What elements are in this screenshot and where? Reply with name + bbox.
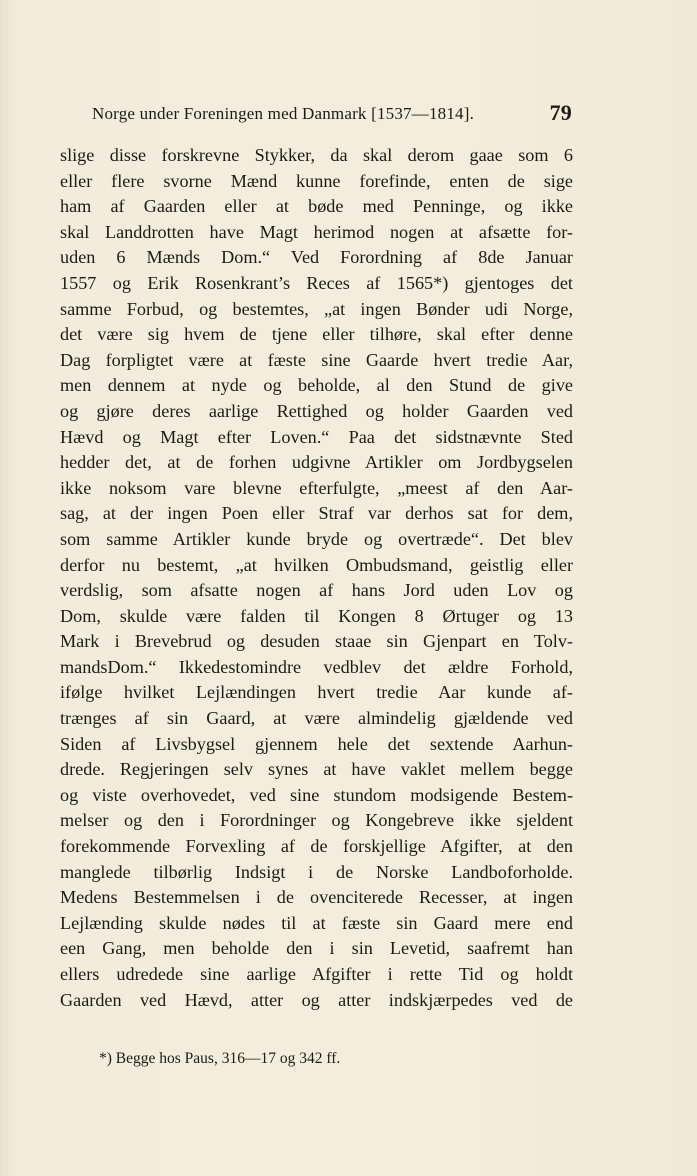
text-line: og viste overhovedet, ved sine stundom modsigende Bestem- bbox=[60, 784, 573, 805]
footnote: *) Begge hos Paus, 316—17 og 342 ff. bbox=[99, 1050, 341, 1067]
text-line: skal Landdrotten have Magt herimod nogen at afsætte for- bbox=[60, 221, 573, 242]
text-line: een Gang, men beholde den i sin Levetid, saafremt han bbox=[60, 938, 573, 959]
text-line: ikke noksom vare blevne efterfulgte, „meest af den Aar- bbox=[60, 477, 573, 498]
running-head bbox=[92, 100, 572, 128]
text-line: ham af Gaarden eller at bøde med Penninge, og ikke bbox=[60, 196, 573, 217]
text-line: sag, at der ingen Poen eller Straf var derhos sat for dem, bbox=[60, 503, 573, 524]
text-line: eller flere svorne Mænd kunne forefinde, enten de sige bbox=[60, 170, 573, 191]
text-line: forekommende Forvexling af de forskjellige Afgifter, at den bbox=[60, 836, 573, 857]
text-line: som samme Artikler kunde bryde og overtræde“. Det blev bbox=[60, 528, 573, 549]
text-line: Hævd og Magt efter Loven.“ Paa det sidstnævnte Sted bbox=[60, 426, 573, 447]
text-line: hedder det, at de forhen udgivne Artikler om Jordbygselen bbox=[60, 452, 573, 473]
text-line: slige disse forskrevne Stykker, da skal derom gaae som 6 bbox=[60, 145, 573, 165]
text-line: trænges af sin Gaard, at være almindelig gjældende ved bbox=[60, 708, 573, 729]
text-line: Medens Bestemmelsen i de ovenciterede Recesser, at ingen bbox=[60, 887, 573, 908]
running-head-title: Norge under Foreningen med Danmark [1537—1814]. bbox=[92, 104, 475, 123]
text-line: det være sig hvem de tjene eller tilhøre, skal efter denne bbox=[60, 324, 573, 345]
text-line: samme Forbud, og bestemtes, „at ingen Bønder udi Norge, bbox=[60, 298, 573, 319]
text-line: Mark i Brevebrud og desuden staae sin Gjenpart en Tolv- bbox=[60, 631, 573, 652]
text-line: drede. Regjeringen selv synes at have vaklet mellem begge bbox=[60, 759, 573, 780]
text-line: og gjøre deres aarlige Rettighed og holder Gaarden ved bbox=[60, 400, 573, 421]
text-line: Dag forpligtet være at fæste sine Gaarde hvert tredie Aar, bbox=[60, 349, 573, 370]
text-line: derfor nu bestemt, „at hvilken Ombudsmand, geistlig eller bbox=[60, 554, 573, 575]
page-number: 79 bbox=[549, 100, 572, 125]
text-line: Siden af Livsbygsel gjennem hele det sextende Aarhun- bbox=[60, 733, 573, 754]
text-line: verdslig, som afsatte nogen af hans Jord uden Lov og bbox=[60, 580, 573, 601]
text-line: Gaarden ved Hævd, atter og atter indskjærpedes ved de bbox=[60, 989, 573, 1010]
text-line: manglede tilbørlig Indsigt i de Norske Landboforholde. bbox=[60, 861, 573, 882]
text-line: Dom, skulde være falden til Kongen 8 Ørtuger og 13 bbox=[60, 605, 573, 626]
text-line: Lejlænding skulde nødes til at fæste sin Gaard mere end bbox=[60, 912, 573, 933]
text-line: mandsDom.“ Ikkedestomindre vedblev det ældre Forhold, bbox=[60, 656, 573, 677]
body-text bbox=[60, 143, 573, 1013]
text-line: men dennem at nyde og beholde, al den Stund de give bbox=[60, 375, 573, 396]
text-line: uden 6 Mænds Dom.“ Ved Forordning af 8de Januar bbox=[60, 247, 573, 268]
text-line: melser og den i Forordninger og Kongebreve ikke sjeldent bbox=[60, 810, 573, 831]
text-line: ifølge hvilket Lejlændingen hvert tredie Aar kunde af- bbox=[60, 682, 573, 703]
text-line: ellers udredede sine aarlige Afgifter i rette Tid og holdt bbox=[60, 964, 573, 984]
text-line: 1557 og Erik Rosenkrant’s Reces af 1565*) gjentoges det bbox=[60, 272, 573, 293]
